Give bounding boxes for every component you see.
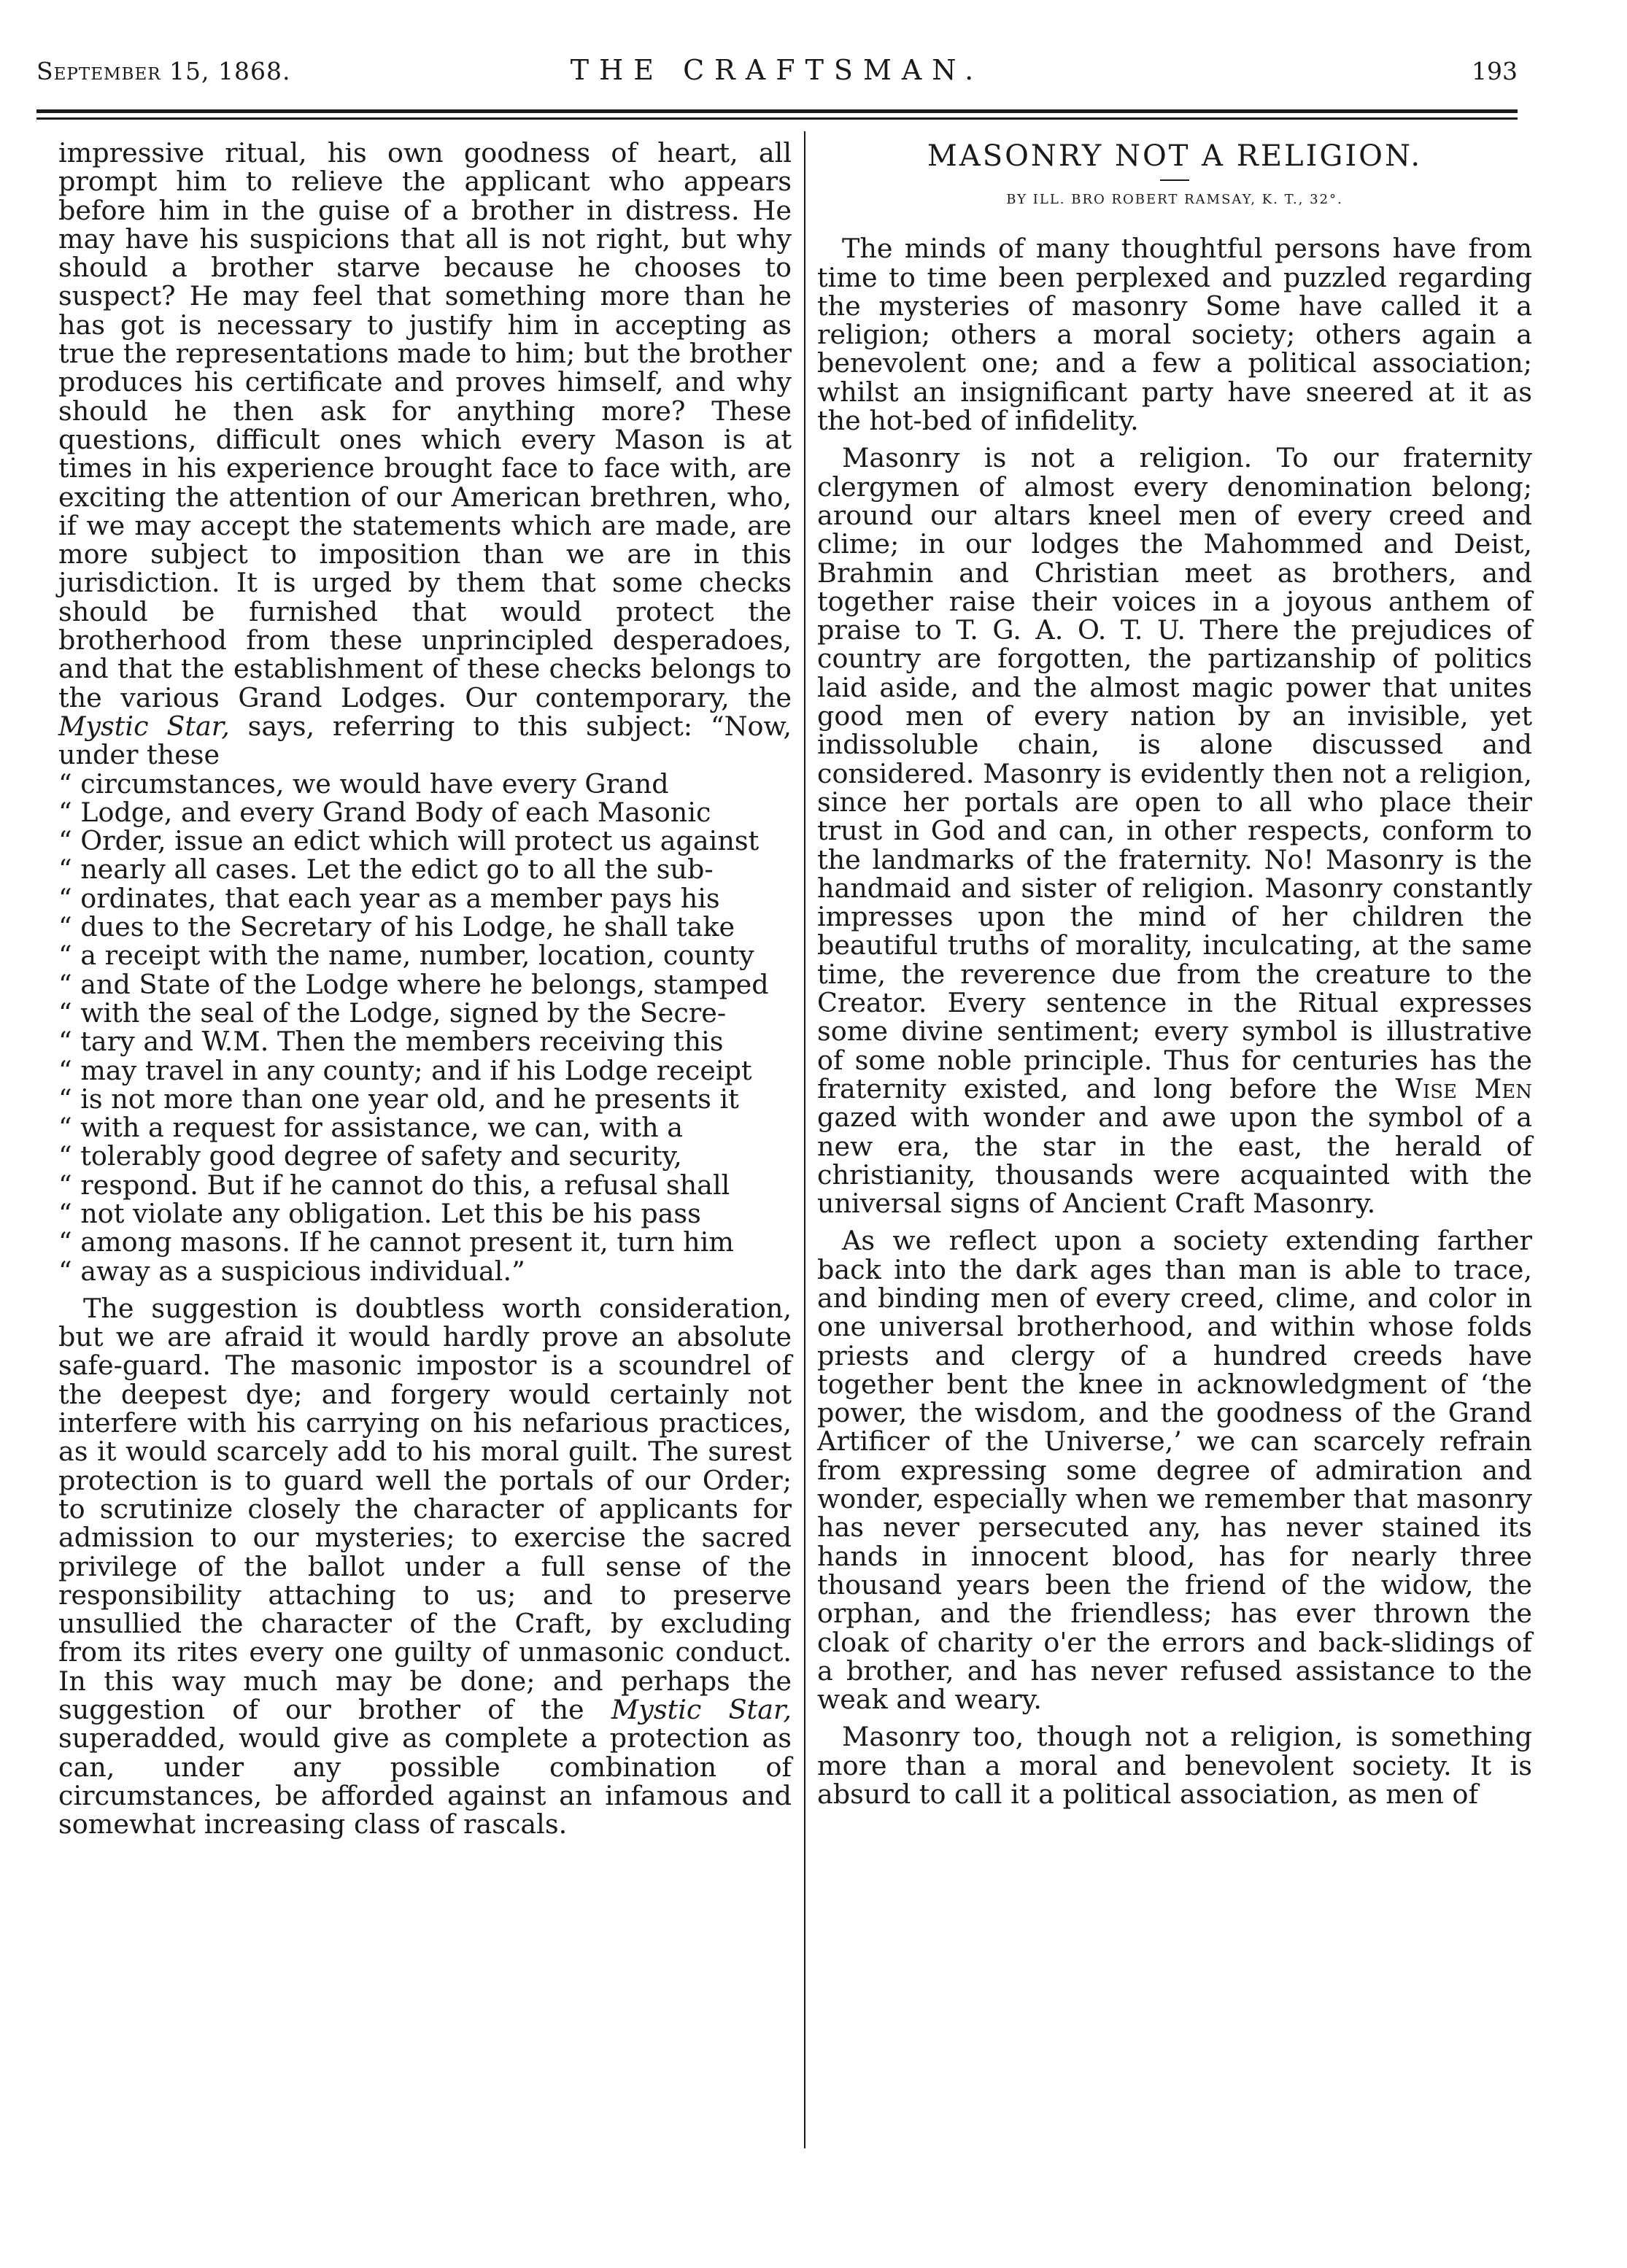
right-paragraph-1: The minds of many thoughtful persons have from time to time been perplexed and puzzled regarding the mysteries of masonry Some have called it a religion; others a moral society; others again a benevolent one; and a few a political association; whilst an insignificant party have sneered at it as the hot-bed of infidelity. (817, 233, 1532, 437)
right-p2-text: Masonry is not a religion. To our fraternity clergymen of almost every denomination belong; around our altars kneel men of every creed and clime; in our lodges the Mahommed and Deist, Brahmin and Christian meet as brothers, and together raise their voices in a joyous anthem of praise to T. G. A. O. T. U. There the prejudices of country are forgotten, the partizanship of politics laid aside, and the almost magic power that unites good men of every nation by an invisible, yet indissoluble chain, is alone discussed and considered. Masonry is evidently then not a religion, since her portals are open to all who place their trust in God and can, in other respects, conform to the landmarks of the fraternity. No! Masonry is the handmaid and sister of religion. Masonry constantly impresses upon the mind of her children the beautiful truths of morality, inculcating, at the same time, the reverence due from the creature to the Creator. Every sentence in the Ritual expresses some divine sentiment; every symbol is illustrative of some noble principle. Thus for centuries has the fraternity existed, and long before the (817, 442, 1532, 1104)
column-divider (804, 131, 805, 2148)
quote-line: “ among masons. If he cannot present it, turn him (58, 1226, 734, 1258)
left-p2-italic: Mystic Star, (611, 1694, 792, 1726)
quote-line: “ Lodge, and every Grand Body of each Masonic (58, 796, 711, 828)
quote-line: “ may travel in any county; and if his Lodge receipt (58, 1054, 752, 1086)
right-paragraph-4: Masonry too, though not a religion, is something more than a moral and benevolent society. It is absurd to call it a political association, as men of (817, 1721, 1532, 1811)
article-title: MASONRY NOT A RELIGION. (927, 139, 1423, 173)
left-column (58, 139, 792, 1839)
quote-line: “ tary and W.M. Then the members receiving this (58, 1026, 724, 1058)
quote-line: “ respond. But if he cannot do this, a refusal shall (58, 1169, 730, 1201)
quote-line: “ circumstances, we would have every Grand (58, 767, 669, 800)
quote-line: “ a receipt with the name, number, location, county (58, 940, 754, 972)
left-p1-italic: Mystic Star, (58, 710, 230, 742)
left-p2-text: The suggestion is doubtless worth consideration, but we are afraid it would hardly prove an absolute safe-guard. The masonic impostor is a scoundrel of the deepest dye; and forgery would certainly not interfere with his carrying on his nefarious practices, as it would scarcely add to his moral guilt. The surest protection is to guard well the portals of our Order; to scrutinize closely the character of applicants for admission to our mysteries; to exercise the sacred privilege of the ballot under a full sense of the responsibility attaching to us; and to preserve unsullied the character of the Craft, by excluding from its rites every one guilty of unmasonic conduct. In this way much may be done; and perhaps the suggestion of our brother of the (58, 1292, 792, 1726)
running-head (36, 51, 1518, 95)
quote-line-0: “Now, under these (58, 710, 792, 771)
page-number: 193 (1472, 57, 1518, 85)
quote-line: “ dues to the Secretary of his Lodge, he shall take (58, 911, 735, 943)
left-p1-text: impressive ritual, his own goodness of heart, all prompt him to relieve the applicant who appears before him in the guise of a brother in distress. He may have his suspicions that all is not right, but why should a brother starve because he chooses to suspect? He may feel that something more than he has got is necessary to justify him in accepting as true the representations made to him; but the brother produces his certificate and proves himself, and why should he then ask for anything more? These questions, difficult ones which every Mason is at times in his experience brought face to face with, are exciting the attention of our American brethren, who, if we may accept the statements which are made, are more subject to imposition than we are in this jurisdiction. It is urged by them that some checks should be furnished that would protect the brotherhood from these unprincipled desperadoes, and that the establishment of these checks belongs to the various Grand Lodges. Our contemporary, the (58, 137, 792, 713)
header-rule-thin (36, 117, 1518, 120)
quote-line: “ tolerably good degree of safety and security, (58, 1140, 682, 1172)
quoted-passage (58, 767, 792, 1287)
quote-line: “ and State of the Lodge where he belongs, stamped (58, 968, 769, 1000)
left-paragraph-1 (58, 139, 792, 770)
header-rule-thick (36, 109, 1518, 113)
issue-date: September 15, 1868. (36, 57, 291, 85)
quote-line: “ is not more than one year old, and he presents it (58, 1083, 739, 1115)
article-byline: BY ILL. BRO ROBERT RAMSAY, K. T., 32°. (1006, 192, 1343, 207)
quote-line: “ with the seal of the Lodge, signed by the Secre- (58, 996, 727, 1029)
quote-line: “ with a request for assistance, we can, with a (58, 1112, 684, 1144)
right-paragraph-2 (817, 444, 1532, 1218)
left-p1-tail: says, referring to this subject: (247, 710, 693, 742)
quote-line: “ away as a suspicious individual.” (58, 1255, 525, 1287)
right-column (817, 139, 1532, 1811)
right-p2-smallcaps: Wise Men (1395, 1072, 1532, 1104)
left-p2-tail: superadded, would give as complete a protection as can, under any possible combination of circumstances, be afforded against an infamous and somewhat increasing class of rascals. (58, 1722, 792, 1841)
quote-line: “ not violate any obligation. Let this be his pass (58, 1197, 701, 1229)
left-paragraph-2 (58, 1294, 792, 1839)
quote-line: “ ordinates, that each year as a member pays his (58, 882, 720, 914)
quote-line: “ Order, issue an edict which will protect us against (58, 825, 760, 857)
masthead-title: THE CRAFTSMAN. (570, 54, 984, 86)
right-paragraph-3: As we reflect upon a society extending farther back into the dark ages than man is able to trace, and binding men of every creed, clime, and color in one universal brotherhood, and within whose folds priests and clergy of a hundred creeds have together bent the knee in acknowledgment of ‘the power, the wisdom, and the goodness of the Grand Artificer of the Universe,’ we can scarcely refrain from expressing some degree of admiration and wonder, especially when we remember that masonry has never persecuted any, has never stained its hands in innocent blood, has for nearly three thousand years been the friend of the widow, the orphan, and the friendless; has ever thrown the cloak of charity o'er the errors and back-slidings of a brother, and has never refused assistance to the weak and weary. (817, 1225, 1532, 1716)
quote-line: “ nearly all cases. Let the edict go to all the sub- (58, 854, 714, 886)
right-p2-tail: gazed with wonder and awe upon the symbol of a new era, the star in the east, the herald of christianity, thousands were acquainted with the universal signs of Ancient Craft Masonry. (817, 1102, 1532, 1220)
title-rule (1160, 179, 1189, 181)
